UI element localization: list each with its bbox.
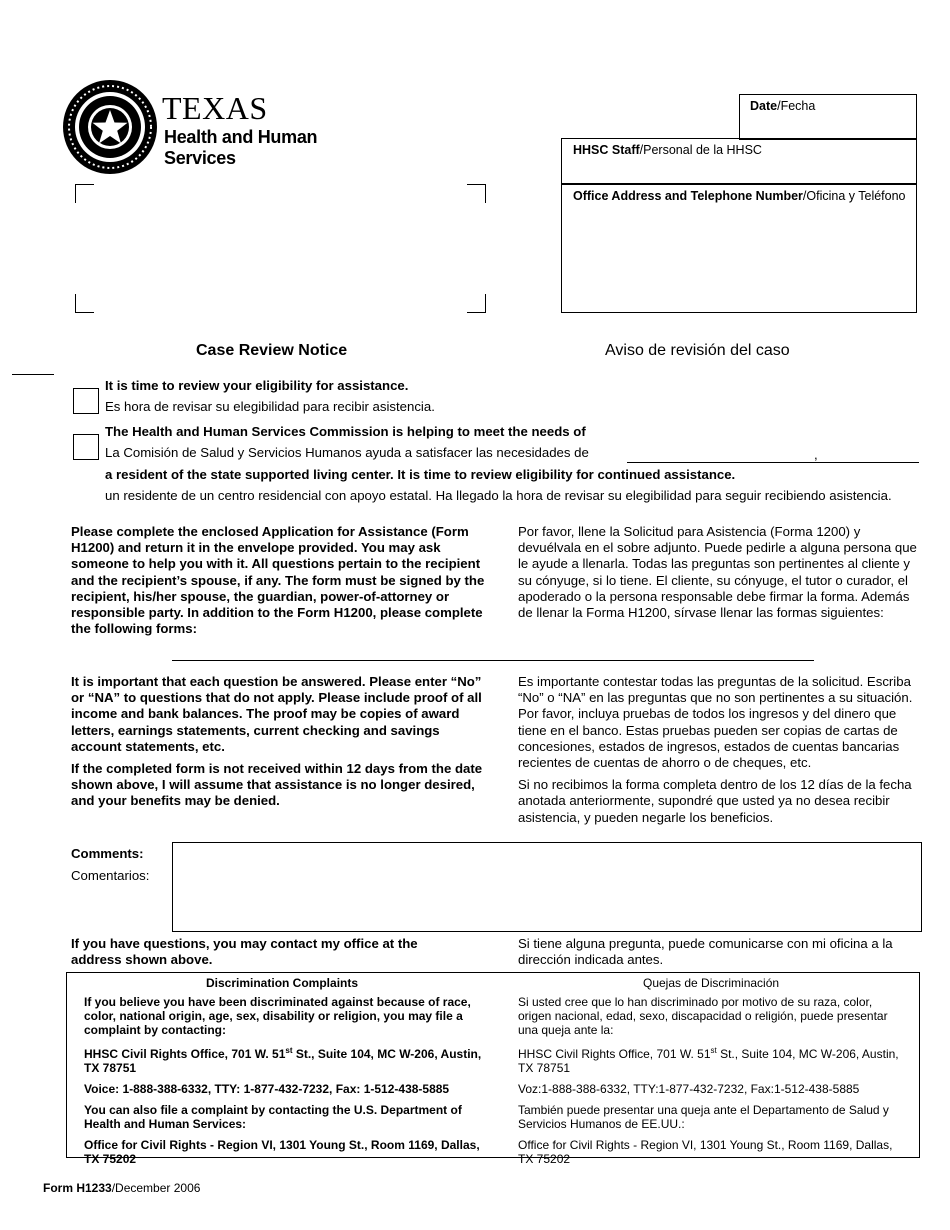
discrimination-spanish: Si usted cree que lo han discriminado por motivo de su raza, color, origen nacional, edad, sexo, discapacidad o religión, puede presentar una queja ante la: HHSC Civil Rights Office, 701 W. 51st St., Suite 104, MC W-206, Austin, TX 78751 Voz:1-888-388-6332, TTY:1-877-432-7232, Fax:1-512-438-5885 También puede presentar una queja ante el Departamento de Salud y Servicios Humanos de EE.UU.: Office for Civil Rights - Region VI, 1301 Young St., Room 1169, Dallas, TX 75202 bbox=[518, 995, 899, 1166]
office-label: Office Address and Telephone Number bbox=[573, 189, 803, 203]
logo-subtitle: Health and Human Services bbox=[164, 127, 318, 168]
forms-list-line[interactable] bbox=[172, 660, 814, 661]
comentarios-label: Comentarios: bbox=[71, 868, 150, 883]
texas-seal-logo bbox=[62, 79, 158, 175]
option2-spanish: La Comisión de Salud y Servicios Humanos ayuda a satisfacer las necesidades de bbox=[105, 445, 589, 460]
date-label: Date bbox=[750, 99, 778, 113]
office-address-field[interactable]: Office Address and Telephone Number/Oficina y Teléfono bbox=[561, 183, 917, 313]
corner-mark-top-left bbox=[75, 184, 94, 203]
comments-box[interactable] bbox=[172, 842, 922, 932]
form-number: Form H1233/December 2006 bbox=[43, 1181, 201, 1195]
questions-spanish: Si tiene alguna pregunta, puede comunicarse con mi oficina a la dirección indicada antes. bbox=[518, 936, 893, 968]
discrimination-heading-english: Discrimination Complaints bbox=[206, 976, 359, 990]
option2-spanish-continued: un residente de un centro residencial con apoyo estatal. Ha llegado la hora de revisar su elegibilidad para seguir recibiendo asistencia. bbox=[105, 488, 892, 503]
date-field[interactable]: Date/Fecha bbox=[739, 94, 917, 140]
hhsc-staff-field[interactable]: HHSC Staff/Personal de la HHSC bbox=[561, 138, 917, 185]
logo-title: TEXAS bbox=[162, 90, 268, 126]
corner-mark-top-right bbox=[467, 184, 486, 203]
important-spanish: Es importante contestar todas las preguntas de la solicitud. Escriba “No” o “NA” en las preguntas que no son pertinentes a su situación. Por favor, incluya pruebas de todos los ingresos y del dinero que tiene en el banco. Estas pruebas pueden ser copias de cartas de concesiones, estados de ingresos, estados de cuentas bancarias recientes de cuentas de ahorro o de cheques, etc. Si no recibimos la forma completa dentro de los 12 días de la fecha anotada anteriormente, supondré que usted ya no desea recibir asistencia, y pueden negarle los beneficios. bbox=[518, 674, 913, 825]
corner-mark-bottom-right bbox=[467, 294, 486, 313]
resident-name-comma: , bbox=[814, 447, 818, 462]
option1-spanish: Es hora de revisar su elegibilidad para recibir asistencia. bbox=[105, 399, 435, 414]
resident-name-field[interactable] bbox=[627, 462, 919, 463]
option2-english-continued: a resident of the state supported living center. It is time to review eligibility for continued assistance. bbox=[105, 467, 736, 482]
comments-label: Comments: bbox=[71, 846, 144, 861]
option1-english: It is time to review your eligibility for assistance. bbox=[105, 378, 409, 393]
staff-label: HHSC Staff bbox=[573, 143, 640, 157]
discrimination-english: If you believe you have been discriminated against because of race, color, national origin, age, sex, disability or religion, you may file a complaint by contacting: HHSC Civil Rights Office, 701 W. 51st St., Suite 104, MC W-206, Austin, TX 78751 Voice: 1-888-388-6332, TTY: 1-877-432-7232, Fax: 1-512-438-5885 You can also file a complaint by contacting the U.S. Department of Health and Human Services: Office for Civil Rights - Region VI, 1301 Young St., Room 1169, Dallas, TX 75202 bbox=[84, 995, 482, 1166]
eligibility-review-checkbox[interactable] bbox=[73, 388, 99, 414]
important-english: It is important that each question be answered. Please enter “No” or “NA” to questions that do not apply. Please include proof of all income and bank balances. The proof may be copies of award letters, earnings statements, current checking and savings account statements, etc. If the completed form is not received within 12 days from the date shown above, I will assume that assistance is no longer desired, and your benefits may be denied. bbox=[71, 674, 483, 809]
instructions-english: Please complete the enclosed Application for Assistance (Form H1200) and return it in the envelope provided. You may ask someone to help you with it. All questions pertain to the recipient and the recipient’s spouse, if any. The form must be signed by the recipient, his/her spouse, the guardian, power-of-attorney or responsible party. In addition to the Form H1200, please complete the following forms: bbox=[71, 524, 485, 637]
corner-mark-bottom-left bbox=[75, 294, 94, 313]
option2-english: The Health and Human Services Commission is helping to meet the needs of bbox=[105, 424, 586, 439]
title-english: Case Review Notice bbox=[196, 342, 348, 359]
title-spanish: Aviso de revisión del caso bbox=[605, 342, 790, 359]
instructions-spanish: Por favor, llene la Solicitud para Asistencia (Forma 1200) y devuélvala en el sobre adjunto. Puede pedirle a alguna persona que le ayude a llenarla. Todas las preguntas son pertinentes al cliente y su cónyuge, si lo tiene. El cliente, su cónyuge, el tutor o curador, el apoderado o la persona responsable debe firmar la forma. Además de llenar la Forma H1200, sírvase llenar las formas siguientes: bbox=[518, 524, 917, 621]
discrimination-heading-spanish: Quejas de Discriminación bbox=[643, 976, 780, 990]
questions-english: If you have questions, you may contact my office at the address shown above. bbox=[71, 936, 418, 968]
margin-mark bbox=[12, 374, 54, 375]
ssl-center-checkbox[interactable] bbox=[73, 434, 99, 460]
